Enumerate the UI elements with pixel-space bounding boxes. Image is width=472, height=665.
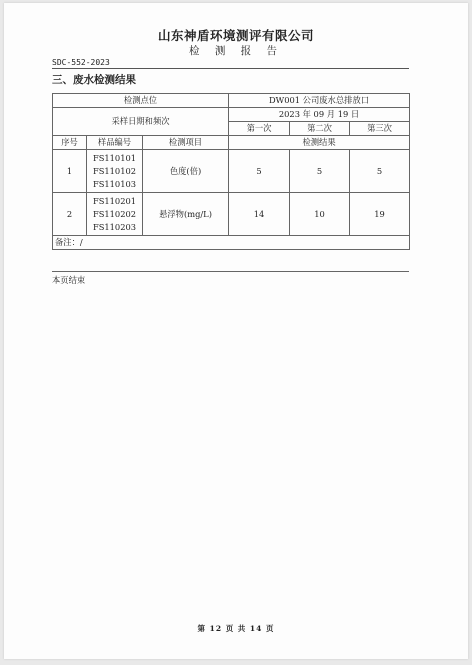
sample-id: FS110101 — [92, 152, 137, 163]
row-samples — [87, 150, 143, 193]
sample-id: FS110202 — [92, 208, 137, 219]
table-row — [53, 236, 410, 250]
row-value: 5 — [290, 150, 350, 193]
section-title: 三、废水检测结果 — [52, 74, 136, 86]
row-value: 5 — [350, 150, 410, 193]
row-value: 5 — [229, 150, 290, 193]
col-seq: 序号 — [53, 136, 87, 150]
col-result: 检测结果 — [229, 136, 410, 150]
table-note: 备注：/ — [53, 236, 410, 250]
table-header-row — [53, 136, 410, 150]
point-label: 检测点位 — [53, 94, 229, 108]
report-page — [4, 3, 468, 659]
wastewater-result-table — [52, 93, 410, 250]
row-item: 色度(倍) — [143, 150, 229, 193]
sample-id: FS110102 — [92, 165, 137, 176]
document-number: SDC-552-2023 — [52, 58, 110, 67]
freq-3: 第三次 — [350, 122, 410, 136]
freq-1: 第一次 — [229, 122, 290, 136]
row-samples — [87, 193, 143, 236]
col-item: 检测项目 — [143, 136, 229, 150]
point-value: DW001 公司废水总排放口 — [229, 94, 410, 108]
row-value: 19 — [350, 193, 410, 236]
table-row — [53, 108, 410, 122]
row-value: 14 — [229, 193, 290, 236]
table-row — [53, 193, 410, 236]
row-seq: 1 — [53, 150, 87, 193]
table-row — [53, 94, 410, 108]
sample-id: FS110201 — [92, 195, 137, 206]
report-title: 检 测 报 告 — [188, 45, 283, 57]
table-row — [53, 150, 410, 193]
page-end-text: 本页结束 — [52, 275, 86, 285]
row-seq: 2 — [53, 193, 87, 236]
col-sample: 样品编号 — [87, 136, 143, 150]
date-value: 2023 年 09 月 19 日 — [229, 108, 410, 122]
sample-id: FS110103 — [92, 178, 137, 189]
freq-2: 第二次 — [290, 122, 350, 136]
date-label: 采样日期和频次 — [53, 108, 229, 136]
page-number: 第 12 页 共 14 页 — [197, 624, 275, 633]
header-divider — [52, 68, 409, 69]
row-value: 10 — [290, 193, 350, 236]
company-name: 山东神盾环境测评有限公司 — [157, 28, 314, 43]
end-divider — [52, 271, 409, 272]
sample-id: FS110203 — [92, 221, 137, 232]
row-item: 悬浮物(mg/L) — [143, 193, 229, 236]
